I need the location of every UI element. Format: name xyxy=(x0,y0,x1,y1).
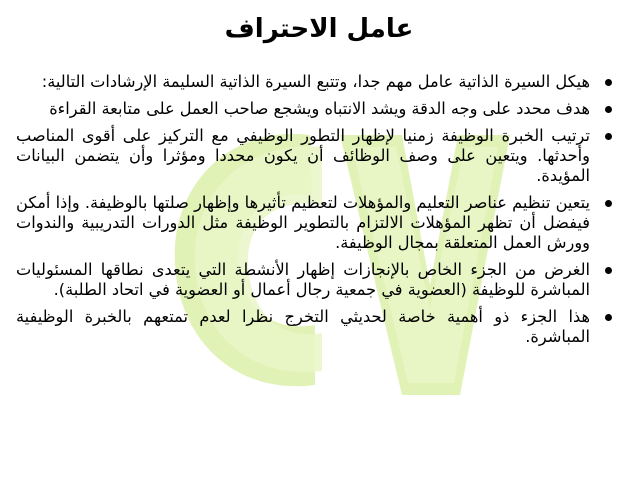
bullet-dot-icon xyxy=(605,79,612,86)
bullet-text: ترتيب الخبرة الوظيفة زمنيا لإظهار التطور الوظيفي مع التركيز على أقوى المناصب وأحدثها. ويتعين على وصف الوظائف أن يكون محددا ومؤثرا وأن يتضمن البيانات المؤيدة. xyxy=(16,126,590,185)
bullet-dot-icon xyxy=(605,267,612,274)
bullet-dot-icon xyxy=(605,200,612,207)
bullet-dot-icon xyxy=(605,314,612,321)
slide-title: عامل الاحتراف xyxy=(224,14,414,44)
bullet-dot-icon xyxy=(605,106,612,113)
bullet-text: هيكل السيرة الذاتية عامل مهم جدا، وتتبع السيرة الذاتية السليمة الإرشادات التالية: xyxy=(41,72,590,91)
bullet-item xyxy=(16,126,616,186)
bullet-text: هذا الجزء ذو أهمية خاصة لحديثي التخرج نظرا لعدم تمتعهم بالخبرة الوظيفية المباشرة. xyxy=(16,307,590,346)
bullet-item xyxy=(16,99,616,119)
bullet-item xyxy=(16,307,616,347)
bullet-list xyxy=(16,72,616,354)
bullet-text: يتعين تنظيم عناصر التعليم والمؤهلات لتعظيم تأثيرها وإظهار صلتها بالوظيفة. وإذا أمكن فيفضل أن تظهر المؤهلات الالتزام بالتطوير الوظيفة مثل الدورات التدريبية والندوات وورش العمل المتعلقة بمجال الوظيفة. xyxy=(16,193,590,252)
bullet-text: الغرض من الجزء الخاص بالإنجازات إظهار الأنشطة التي يتعدى نطاقها المسئوليات المباشرة للوظيفة (العضوية في جمعية رجال أعمال أو العضوية في اتحاد الطلبة). xyxy=(16,260,590,299)
bullet-text: هدف محدد على وجه الدقة ويشد الانتباه ويشجع صاحب العمل على متابعة القراءة xyxy=(49,99,590,118)
bullet-item xyxy=(16,72,616,92)
bullet-dot-icon xyxy=(605,133,612,140)
bullet-item xyxy=(16,260,616,300)
bullet-item xyxy=(16,193,616,253)
